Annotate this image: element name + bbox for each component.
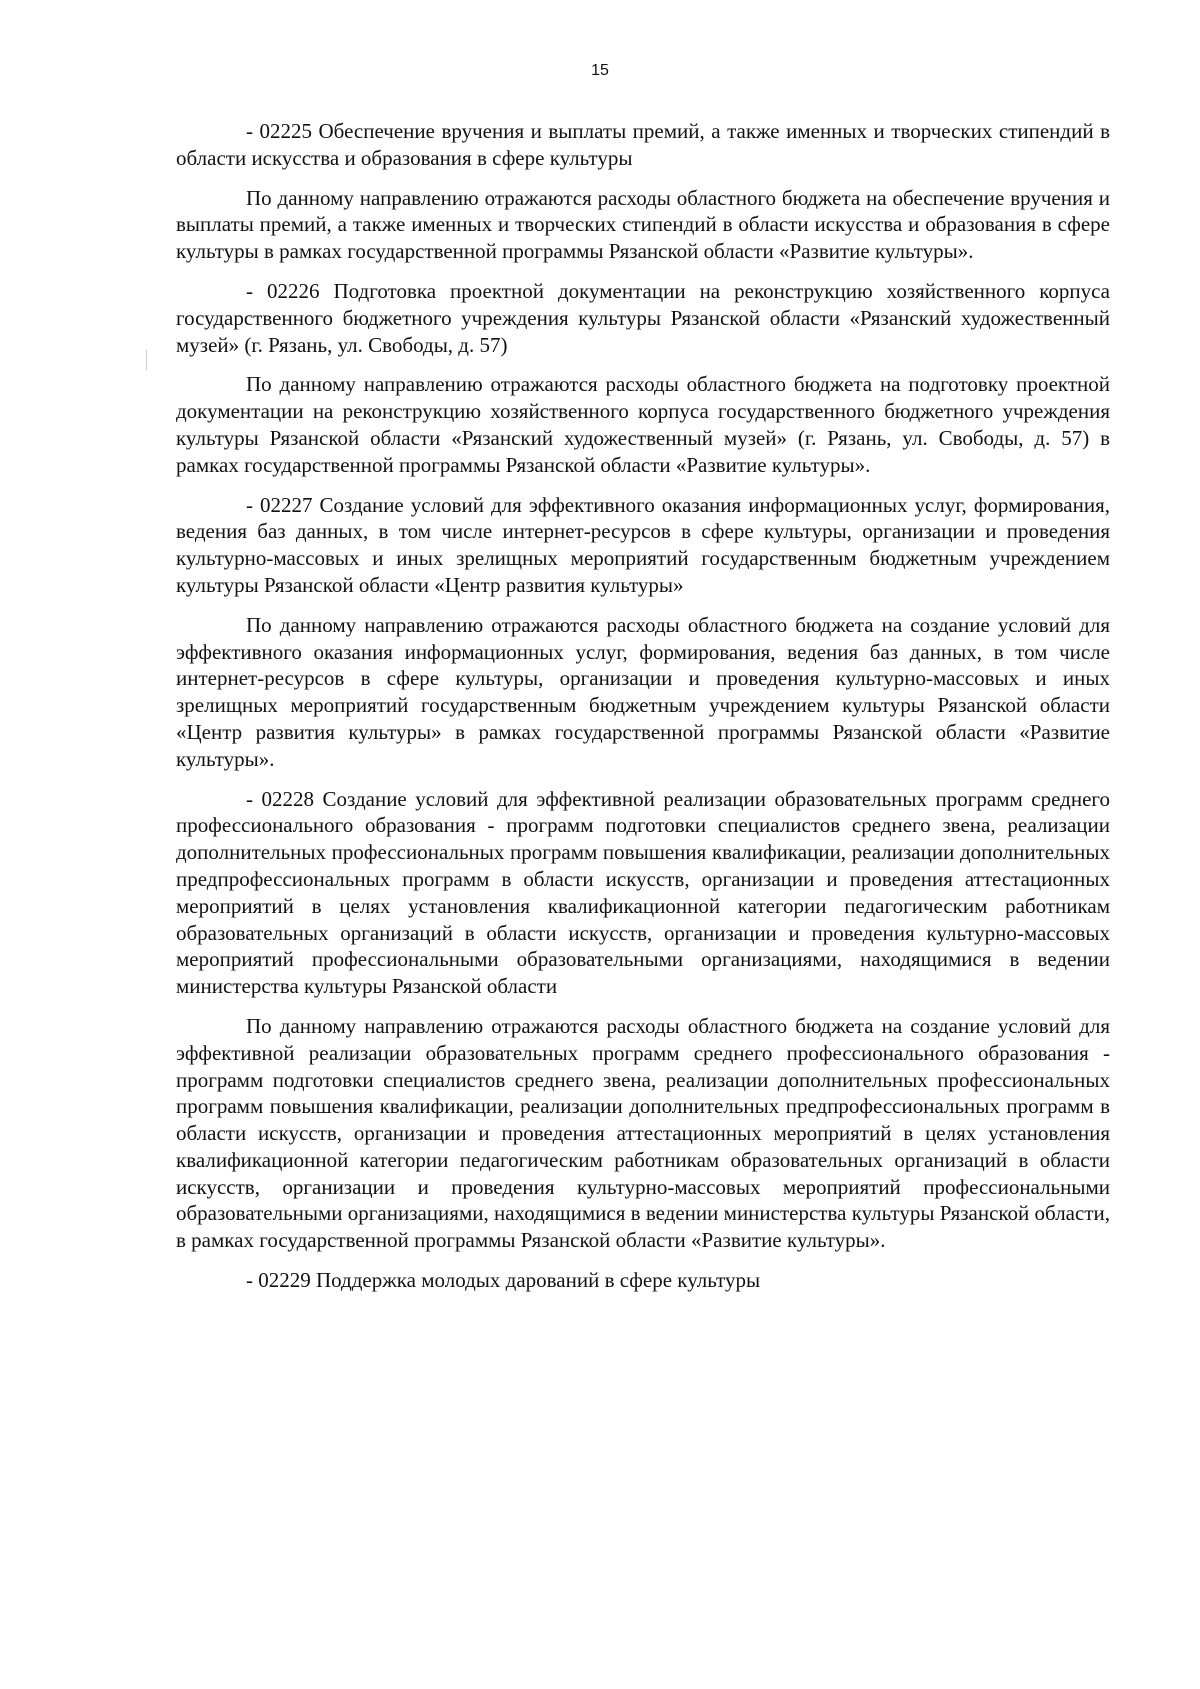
- item-02225-description: По данному направлению отражаются расходы областного бюджета на обеспечение вручения и выплаты премий, а также именных и творческих стипендий в области искусства и образования в сфере культуры в рамках государственной программы Рязанской области «Развитие культуры».: [176, 185, 1110, 264]
- item-02229-heading: - 02229 Поддержка молодых дарований в сфере культуры: [246, 1268, 761, 1293]
- item-02228-heading: - 02228 Создание условий для эффективной реализации образовательных программ среднего профессионального образования - программ подготовки специалистов среднего звена, реализации дополнительных профессиональных программ повышения квалификации, реализации дополнительных предпрофессиональных программ в области искусств, организации и проведения аттестационных мероприятий в целях установления квалификационной категории педагогическим работникам образовательных организаций в области искусств, организации и проведения культурно-массовых мероприятий профессиональными образовательными организациями, находящимися в ведении министерства культуры Рязанской области: [176, 786, 1110, 999]
- item-02227-description: По данному направлению отражаются расходы областного бюджета на создание условий для эффективного оказания информационных услуг, формирования, ведения баз данных, в том числе интернет-ресурсов в сфере культуры, организации и проведения культурно-массовых и иных зрелищных мероприятий государственным бюджетным учреждением культуры Рязанской области «Центр развития культуры» в рамках государственной программы Рязанской области «Развитие культуры».: [176, 612, 1110, 771]
- item-02226-description: По данному направлению отражаются расходы областного бюджета на подготовку проектной документации на реконструкцию хозяйственного корпуса государственного бюджетного учреждения культуры Рязанской области «Рязанский художественный музей» (г. Рязань, ул. Свободы, д. 57) в рамках государственной программы Рязанской области «Развитие культуры».: [176, 372, 1110, 477]
- item-02227-heading: - 02227 Создание условий для эффективного оказания информационных услуг, формирования, ведения баз данных, в том числе интернет-ресурсов в сфере культуры, организации и проведения культурно-массовых и иных зрелищных мероприятий государственным бюджетным учреждением культуры Рязанской области «Центр развития культуры»: [176, 492, 1110, 597]
- margin-mark: [146, 350, 147, 370]
- item-02228-description: По данному направлению отражаются расходы областного бюджета на создание условий для эффективной реализации образовательных программ среднего профессионального образования - программ подготовки специалистов среднего звена, реализации дополнительных профессиональных программ повышения квалификации, реализации дополнительных предпрофессиональных программ в области искусств, организации и проведения аттестационных мероприятий в целях установления квалификационной категории педагогическим работникам образовательных организаций в области искусств, организации и проведения культурно-массовых мероприятий профессиональными образовательными организациями, находящимися в ведении министерства культуры Рязанской области, в рамках государственной программы Рязанской области «Развитие культуры».: [176, 1013, 1110, 1253]
- item-02225-heading: - 02225 Обеспечение вручения и выплаты премий, а также именных и творческих стипендий в области искусства и образования в сфере культуры: [176, 119, 1110, 170]
- item-02226-heading: - 02226 Подготовка проектной документации на реконструкцию хозяйственного корпуса государственного бюджетного учреждения культуры Рязанской области «Рязанский художественный музей» (г. Рязань, ул. Свободы, д. 57): [176, 278, 1110, 357]
- document-body: [176, 118, 1110, 1307]
- page-number: 15: [591, 62, 609, 79]
